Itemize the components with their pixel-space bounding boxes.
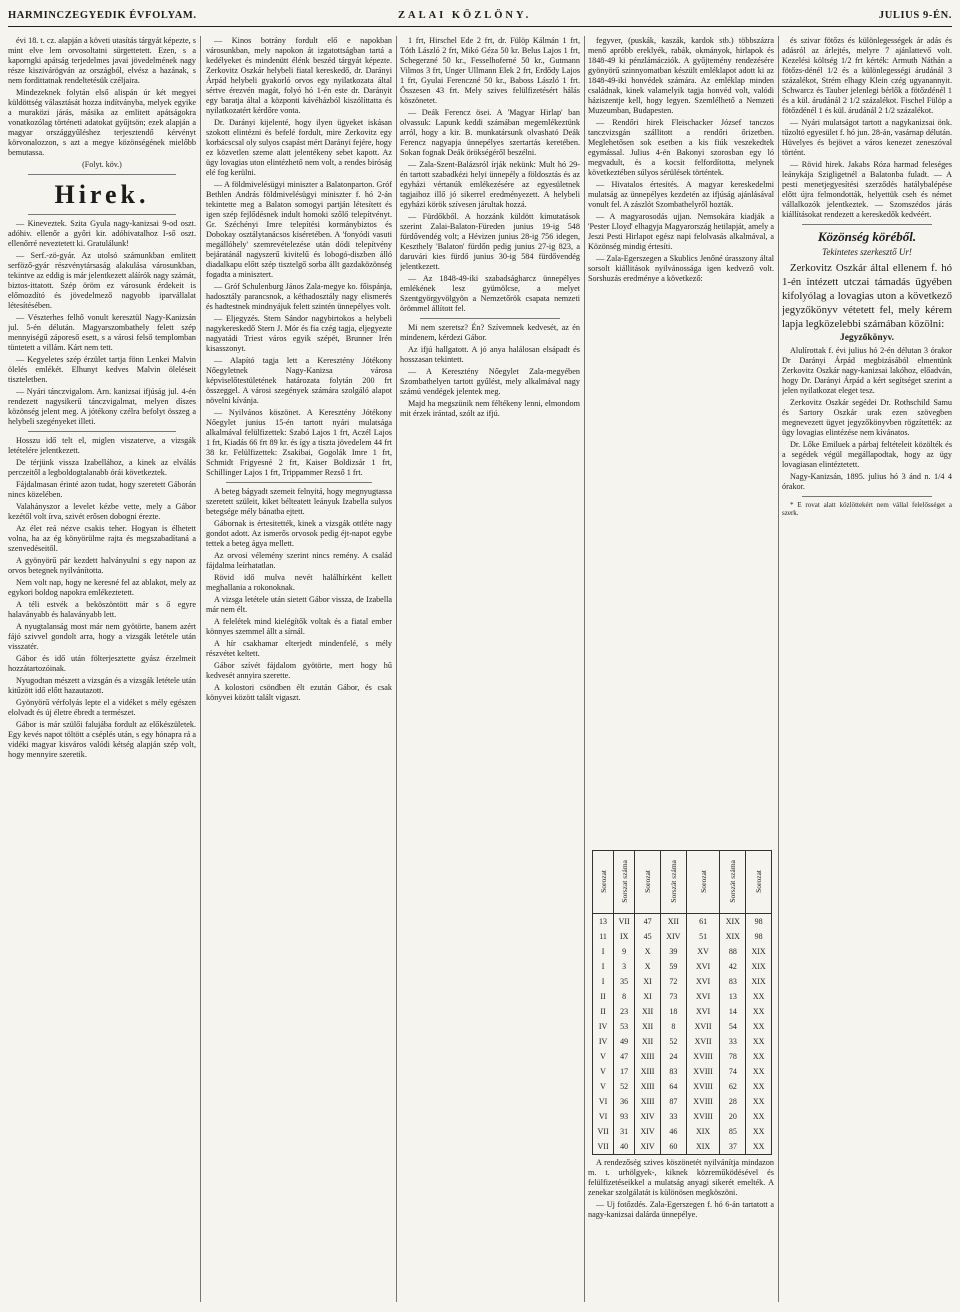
table-cell: XVIII — [686, 1109, 720, 1124]
table-cell: XIV — [660, 929, 686, 944]
table-cell: 24 — [660, 1049, 686, 1064]
news-item: — A magyarosodás ujjan. Nemsokára kiadják a 'Pester Lloyd' elhagyja Magyarország hetilapját, amely a Jeszi Pesti Hirlapot egész napi felolvasás alkalmával, a Közönség mindig értesíti. — [588, 212, 774, 251]
table-cell: 31 — [614, 1124, 635, 1139]
table-cell: XIV — [635, 1109, 661, 1124]
table-cell: XX — [746, 1109, 772, 1124]
news-item: — Serf.-zö-gyár. Az utolsó számunkban emlitett serföző-gyár részvénytársaság alakulása városunkban, tekintve az eddig is már jelentkezett aláírók nagy számát, biztos-ittatott. Szép öröm ez városunk érdekeit is előmozdító és jövedelmező nagyobb iparvállalat létesítésében. — [8, 251, 196, 311]
table-cell: 14 — [720, 1004, 746, 1019]
table-cell: II — [593, 1004, 614, 1019]
table-cell: XX — [746, 1079, 772, 1094]
table-row — [593, 959, 772, 974]
news-item: — Uj fotőzdés. Zala-Egerszegen f. hó 6-án tartatott a nagy-kanizsai dalárda ünnepélye. — [588, 1200, 774, 1219]
table-body — [593, 914, 772, 1155]
table-cell: IV — [593, 1019, 614, 1034]
letter-paragraph: Alulírottak f. évi julius hó 2-én délutan 3 órakor Dr Darányi Árpád megbizásából elmentünk Zerkovitz Oszkár nagy-kanizsai lakóhoz, előadván, hogy Dr. Darányi Árpád a kért segítséget szerint a jelen nyilatkozat eleget tesz. — [782, 345, 952, 395]
table-cell: XVI — [686, 959, 720, 974]
story-paragraph: Gyönyörű vérfolyás lepte el a vidéket s mély egészen elolvadt és új életre ébredt a természet. — [8, 698, 196, 718]
table-cell: XX — [746, 1049, 772, 1064]
table-cell: V — [593, 1064, 614, 1079]
table-header: Sorszat száma — [614, 851, 635, 914]
story-paragraph: Az élet reá nézve csakis teher. Hogyan is élhetett volna, ha az ég könyörülme rajta és megszabadítaná a szenvedéseitől. — [8, 524, 196, 554]
news-item: — Kinos botrány fordult elő e napokban városunkban, mely napokon át izgatottságban tartá a kedélyeket és mindenütt élénk beszéd tárgyát képezte. Zerkovitz Oszkár helybeli fiatal kereskedő, dr. Darányi Árpád helybeli gyakorló orvos egy nyilatkozata által sértve érezvén magát, folyó hó 1-én este dr. Darányit egy baratja által a központi kávéházból kiszólíttatta és nyilatkozatért kérdőre vonta. — [206, 36, 392, 115]
table-cell: 40 — [614, 1139, 635, 1155]
table-cell: 3 — [614, 959, 635, 974]
table-cell: 53 — [614, 1019, 635, 1034]
news-item: — Vészterhes felhő vonult keresztül Nagy-Kanizsán jul. 5-én délután. Magyarszombathely felett szép mennyiségű záporeső esett, s a városi felső templomban tüntetett a villám. Kárt nem tett. — [8, 313, 196, 353]
table-cell: XI — [635, 974, 661, 989]
minutes-heading: Jegyzőkönyv. — [839, 332, 895, 343]
story-paragraph: A kolostori csöndben élt ezután Gábor, és csak könyvei között talált vigaszt. — [206, 683, 392, 702]
table-cell: XIV — [635, 1124, 661, 1139]
issue-date: JULIUS 9-ÉN. — [878, 10, 952, 21]
table-cell: 64 — [660, 1079, 686, 1094]
news-item: — Eljegyzés. Stern Sándor nagybirtokos a helybeli nagykereskedő Stern J. Mór és fia czég tagja, eljegyezte nagyatádi Triest város egyik szépét, Brunner Irén kisasszonyt. — [206, 314, 392, 353]
table-header: Sorozat — [746, 851, 772, 914]
table-row — [593, 1034, 772, 1049]
table-cell: 18 — [660, 1004, 686, 1019]
section-divider — [28, 174, 176, 175]
table-row — [593, 1094, 772, 1109]
story-paragraph: A vizsga letétele után sietett Gábor vissza, de Izabella már nem élt. — [206, 595, 392, 614]
table-cell: XVIII — [686, 1049, 720, 1064]
table-cell: 37 — [720, 1139, 746, 1155]
news-item: — Rendőri hirek Fleischacker József tanczos tanczvizsgán szállitott a rendőri őrizetben. Meglehetősen sok esetben a kis fiúk veszekedtek egymással. Julius 4-én Bakonyi szorosban egy ló megvadult, és a kocsit felfordította, melynek következtében súlyos sérülések történtek. — [588, 118, 774, 177]
table-cell: 8 — [614, 989, 635, 1004]
table-cell: XX — [746, 1019, 772, 1034]
table-row — [593, 944, 772, 959]
story-paragraph: Rövid idő mulva nevét halálhírként kellett meghallania a rokonoknak. — [206, 573, 392, 592]
table-cell: XX — [746, 989, 772, 1004]
table-cell: 33 — [720, 1034, 746, 1049]
table-cell: XIX — [746, 944, 772, 959]
story-paragraph: Gábornak is értesitették, kinek a vizsgák ottléte nagy gondot adott. Az ismerős orvosok pedig éjt-napot egybe tettek a beteg ágya mellett. — [206, 519, 392, 548]
story-paragraph: A nyugtalanság most már nem gyötörte, banem azért fájó szivvel gondolt arra, hogy a vizsgák letétele után visszatér. — [8, 622, 196, 652]
table-cell: 8 — [660, 1019, 686, 1034]
section-divider — [28, 214, 176, 215]
table-cell: V — [593, 1049, 614, 1064]
story-paragraph: Az orvosi vélemény szerint nincs remény. A család fájdalma leírhatatlan. — [206, 551, 392, 570]
table-cell: 59 — [660, 959, 686, 974]
news-item: — Kegyeletes szép érzület tartja fönn Lenkei Malvin ölelés emlékét. Elhunyt kedves Malvin öleléseit tiszteletben. — [8, 355, 196, 385]
table-cell: XV — [686, 944, 720, 959]
story-paragraph: A téli estvék a beköszöntött már s ő egyre halaványabb és halaványabb lett. — [8, 600, 196, 620]
table-cell: 87 — [660, 1094, 686, 1109]
table-cell: XII — [635, 1004, 661, 1019]
table-cell: XIII — [635, 1079, 661, 1094]
table-cell: 78 — [720, 1049, 746, 1064]
footnote: * E rovat alatt közlöttekért nem vállal felelősséget a szerk. — [782, 500, 952, 518]
table-cell: 11 — [593, 929, 614, 944]
story-paragraph: A hír csakhamar elterjedt mindenfelé, s mély részvétet keltett. — [206, 639, 392, 658]
table-cell: XX — [746, 1124, 772, 1139]
table-cell: XII — [635, 1019, 661, 1034]
table-cell: 83 — [660, 1064, 686, 1079]
table-cell: XIX — [720, 914, 746, 930]
table-cell: I — [593, 959, 614, 974]
story-paragraph: Fájdalmasan érinté azon tudat, hogy szeretett Gáborán nincs közelében. — [8, 480, 196, 500]
story-paragraph: Mi nem szeretsz? Én? Szívemnek kedvesét, az én mindenem, kérdezi Gábor. — [400, 323, 580, 342]
table-cell: 54 — [720, 1019, 746, 1034]
news-item: Dr. Darányi kijelenté, hogy ilyen ügyeket iskásan szokott elintézni és befelé fordult, mire Zerkovitz egy korbácscsal oly sulyos csapást mért Darányi fejére, hogy ez közvetlen szeme alatt jelentékeny sebet kapott. Az ügy lovagias uton elintézhető nem volt, a rendes biróság elé fog kerülni. — [206, 118, 392, 177]
table-row — [593, 1004, 772, 1019]
table-cell: X — [635, 944, 661, 959]
table-row — [593, 989, 772, 1004]
table-cell: XIII — [635, 1049, 661, 1064]
table-cell: XIV — [635, 1139, 661, 1155]
table-row — [593, 1019, 772, 1034]
table-cell: 73 — [660, 989, 686, 1004]
table-cell: 39 — [660, 944, 686, 959]
masthead — [8, 8, 952, 27]
story-paragraph: Nyugodtan mészett a vizsgán és a vizsgák letétele után kitűzött idő előtt hazautazott. — [8, 676, 196, 696]
table-cell: 74 — [720, 1064, 746, 1079]
table-header: Sorozat — [593, 851, 614, 914]
table-cell: 49 — [614, 1034, 635, 1049]
table-cell: XVIII — [686, 1079, 720, 1094]
table-cell: XVIII — [686, 1094, 720, 1109]
table-cell: XVI — [686, 974, 720, 989]
lottery-results-table-box — [592, 850, 772, 1150]
table-cell: VII — [593, 1139, 614, 1155]
table-cell: 93 — [614, 1109, 635, 1124]
table-cell: 13 — [593, 914, 614, 930]
table-row — [593, 1139, 772, 1155]
story-paragraph: Gábor és idő után fölterjesztette gyász érzelmeit hozzátartozóinak. — [8, 654, 196, 674]
table-row — [593, 929, 772, 944]
table-cell: XIX — [686, 1139, 720, 1155]
table-cell: 33 — [660, 1109, 686, 1124]
story-paragraph: De térjünk vissza Izabellához, a kinek az elválás perczeitől a legboldogtalanabb órái következtek. — [8, 458, 196, 478]
table-cell: XVIII — [686, 1064, 720, 1079]
table-cell: XX — [746, 1004, 772, 1019]
news-item: 1 frt, Hirschel Ede 2 frt, dr. Fülöp Kálmán 1 frt, Tóth László 2 frt, Mikó Géza 50 kr. Belus Lajos 1 frt, Schegerzné 50 kr., Fesselhoferné 50 kr., Gutmann Vilmos 3 frt, Unger Ullmann Elek 2 frt, Erdődy Lajos 1 frt, Gyulai Ferenczné 50 kr., Baboss László 1 frt. Összesen 43 frt. Mely szives felülfizetésért hálás köszönetet. — [400, 36, 580, 105]
table-cell: XX — [746, 1064, 772, 1079]
table-cell: 98 — [746, 914, 772, 930]
table-cell: 60 — [660, 1139, 686, 1155]
news-item: — A földmivelésügyi miniszter a Balatonparton. Gróf Bethlen András földmivelésügyi miniszter f. hó 2-án tekintette meg a Balaton somogyi partján létesített és igen szép fejlődésnek indult homoki szőlő telepítvényt. Gr. Széchényi Imre telepítési kormánybiztos és Dobokay osztálytanácsos kiséretében. A 'fonyódi vasuti megállóhely' szemrevételezése után dódi telepítvény bejáratánál nagyszerű kivitelű és lobogó-diszben álló diadalkapu előtt szép tisztelgő sorba állt gazdaközönség fogadta a minisztert. — [206, 180, 392, 279]
newspaper-title: ZALAI KÖZLÖNY. — [398, 10, 532, 21]
table-cell: 85 — [720, 1124, 746, 1139]
table-cell: 17 — [614, 1064, 635, 1079]
section-divider — [420, 318, 560, 319]
table-cell: 46 — [660, 1124, 686, 1139]
table-cell: IX — [614, 929, 635, 944]
table-row — [593, 1124, 772, 1139]
table-header: Sorozat — [686, 851, 720, 914]
letter-paragraph: Zerkovitz Oszkár segédei Dr. Rothschild Samu és Sartory Oszkár urak ezen szövegben megnevezett ügyet jegyzőkönyvben rögzítették: az ügy lovagias elintézése nem kívánatos. — [782, 397, 952, 437]
table-row — [593, 914, 772, 930]
table-cell: 47 — [635, 914, 661, 930]
table-cell: XIX — [746, 974, 772, 989]
letter-body — [782, 261, 952, 331]
story-paragraph: A felelétek mind kielégítők voltak és a fiatal ember könnyes szemmel állt a sírnál. — [206, 617, 392, 636]
column-divider — [396, 36, 397, 1302]
table-cell: I — [593, 944, 614, 959]
table-row — [593, 1049, 772, 1064]
table-cell: XX — [746, 1139, 772, 1155]
news-item: fegyver, (puskák, kaszák, kardok stb.) többszázra menő apróbb ereklyék, rabák, okmányok, hirlapok és 1848-49 ki pénzlámácziók. A gyűjtemény rendezésére gyönyörű szinnyomatban készült emléklapot adott ki az 1848-49-iki honvédek számára. Az emléklap minden családnak, kinek valamelyik tagja honvéd volt, valódi háziszentje kell, hogy legyen. Szemlélhető a Nemzeti Muzeumban, Budapesten. — [588, 36, 774, 115]
column-5 — [782, 36, 952, 1302]
table-row — [593, 1064, 772, 1079]
column-divider — [200, 36, 201, 1302]
article-paragraph: Mindezeknek folytán első alispán úr két megyei küldöttség választását hozza indítványba, melyek egyike a muraközi járás, másika az emlitett apátságokra vonatkozólag történeti adatokat gyűjtsön; ezek alapján a magyar országgyűléshez terjesztendő kérvényt körvonalozzon, s azt a megye közönségének mielőbb bemutassa. — [8, 88, 196, 157]
table-cell: X — [635, 959, 661, 974]
column-1 — [8, 36, 196, 1302]
column-4-bottom — [588, 1158, 774, 1302]
table-cell: XII — [660, 914, 686, 930]
news-item: — Gróf Schulenburg János Zala-megye ko. főispánja, hadosztály parancsnok, a kéthadosztály nagy elismerés és hadtestnek mindnyájuk felett szintén ünnepélyes volt. — [206, 282, 392, 311]
table-cell: II — [593, 989, 614, 1004]
news-item: — Fürdőkből. A hozzánk küldött kimutatások szerint Zalai-Balaton-Füreden junius 19-ig 548 fürdővendég volt; a Hévizen junius 28-ig 756 idegen, Keszthely 'Balaton' fürdőn pedig junius 27-ig 823, a daruvári kies fürdő junius 30-ig 584 fürdővendég jelentkezett. — [400, 212, 580, 271]
table-cell: 28 — [720, 1094, 746, 1109]
story-paragraph: Gábor is már szülői falujába fordult az előkészületek. Egy kevés napot töltött a cséplés után, s egy hónapra rá a vidéki magyar kisváros valódi kétség alapján szép volt, hogy mennyire szeretik. — [8, 720, 196, 760]
letter-paragraph: Nagy-Kanizsán, 1895. julius hó 3 ánd n. 1/4 4 órakor. — [782, 471, 952, 491]
news-item: — Kineveztek. Szita Gyula nagy-kanizsai 9-od oszt. adóhiv. ellenőr a győri kir. adóhivatalhoz I-ső oszt. ellenőrré neveztetett ki. Gratulálunk! — [8, 219, 196, 249]
table-cell: 13 — [720, 989, 746, 1004]
table-cell: 45 — [635, 929, 661, 944]
table-cell: IV — [593, 1034, 614, 1049]
section-divider — [226, 482, 372, 483]
table-cell: XIX — [686, 1124, 720, 1139]
table-cell: 88 — [720, 944, 746, 959]
letter-paragraph: Dr. Lőke Emiluek a párbaj feltételeit közölték és a segédek végül megállapodtak, hogy az ügy lovagiasan elintéztetett. — [782, 439, 952, 469]
volume-label: HARMINCZEGYEDIK ÉVFOLYAM. — [8, 10, 197, 21]
story-paragraph: Gábor szívét fájdalom gyötörte, mert hogy hű kedvesét annyira szerette. — [206, 661, 392, 680]
news-section-heading: Hirek. — [54, 179, 150, 209]
story-paragraph: Valahányszor a levelet kézbe vette, mely a Gábor kezétől volt írva, szivét erősen dobogni érezte. — [8, 502, 196, 522]
table-cell: 72 — [660, 974, 686, 989]
table-cell: 36 — [614, 1094, 635, 1109]
table-header: Sorozat — [635, 851, 661, 914]
table-header: Sorszát száma — [720, 851, 746, 914]
news-item: — Nyári tánczvigalom. Arn. kanizsai ifjúság jul. 4-én rendezett nagysikerű tánczvigalmat, melyen díszes közönség jelent meg. A jótékony czélra befolyt összeg a helybeli szegényeket illeti. — [8, 387, 196, 427]
table-cell: 42 — [720, 959, 746, 974]
table-cell: 51 — [686, 929, 720, 944]
table-cell: 23 — [614, 1004, 635, 1019]
table-cell: VII — [614, 914, 635, 930]
public-section-title: Közönség köréből. — [817, 229, 917, 244]
news-item: A rendezőség szives köszönetét nyilvánítja mindazon m. t. urhölgyek-, kiknek közreműködésével és felülfizetéseikkel a mulatság anyagi sikerét emelték. A zenekar szolgálatát is különösen megköszöni. — [588, 1158, 774, 1197]
news-item: — Az 1848-49-iki szabadságharcz ünnepélyes emlékének lesz gyümölcse, a melyet Szentgyörgyvölgyön a Nemzetőrök csapata nemzeti örömmel állított fel. — [400, 274, 580, 313]
table-cell: 20 — [720, 1109, 746, 1124]
news-item: — Alapító tagja lett a Keresztény Jótékony Nőegyletnek Nagy-Kanizsa városa képviselőtestületének határozata folytán 200 frt összeggel. A városi szegények számára szolgáló alapot növelni kívánja. — [206, 356, 392, 405]
table-cell: V — [593, 1079, 614, 1094]
source-note: (Folyt. köv.) — [82, 160, 122, 169]
letter-salutation: Tekintetes szerkesztő Ur! — [822, 246, 912, 257]
section-divider — [28, 431, 176, 432]
table-cell: VI — [593, 1094, 614, 1109]
table-cell: VII — [593, 1124, 614, 1139]
news-item: — Deák Ferencz ösei. A 'Magyar Hirlap' ban olvassuk: Lapunk keddi számában megemlékeztünk arról, hogy a kir. B. munkatársunk olvasható Deák Ferencz nagyapja ünnepélyes szertartás keretében. Sokan fognak Deák örökségéről beszélni. — [400, 108, 580, 157]
table-cell: XIII — [635, 1064, 661, 1079]
news-item: — Rövid hirek. Jakabs Róza harmad feleséges leánykája Szigligetnél a Balatonba fuladt. — A pesti menetjegyesítési szerződés hatálybalépése előtt újra felmondották, helyettük cseh és német vállalkozók jelentkeztek. — Szomszédos járás kiállításokat rendezett a kereskedők kedvéért. — [782, 160, 952, 219]
table-cell: XII — [635, 1034, 661, 1049]
article-paragraph: évi 18. t. cz. alapján a követi utasítás tárgyát képezte, s mint elve lem orvosoltatni sürgettetett. Ezen, s a kaporngki apátság terjedelmes javai jövedelmének nagy része kiszivárögván az országból, elvész a hazának, s nem fordittatnak rendeltetésük czéljaira. — [8, 36, 196, 85]
table-cell: XVII — [686, 1019, 720, 1034]
table-cell: 35 — [614, 974, 635, 989]
column-divider — [778, 36, 779, 1302]
table-cell: 61 — [686, 914, 720, 930]
table-cell: XX — [746, 1034, 772, 1049]
column-3 — [400, 36, 580, 1302]
news-item: és szivar fötőzs és különlegességek ár adás és adásról az árlejtés, melyre 7 ajánlattevő volt. Kezelési költség 1/2 frt kérték: Armuth Náthán a fötőzs-dénél 1/2 és a különlegességi árudánál 3 százalékot, Strém elhagy Klein czég ugyanannyit. Schwarcz és Tauber jelenlegi bérlők a fötőzdénél 1 és a kül. árudánál 2 1/2 százalékot. Fischel Fülöp a fötőzdénél 1 és kül. árudánál 2 1/2 százalékot. — [782, 36, 952, 115]
story-paragraph: A gyönyörű pár kezdett halványulni s egy napon az orvos betegnek nyilvánította. — [8, 556, 196, 576]
table-cell: XIX — [746, 959, 772, 974]
story-paragraph: — A Keresztény Nőegylet Zala-megyében Szombathelyen tartott gyűlést, mely alkalmával nagy számú vendégek jelentek meg. — [400, 367, 580, 396]
lottery-results-table — [592, 850, 772, 1155]
table-cell: XVII — [686, 1034, 720, 1049]
table-row — [593, 1109, 772, 1124]
table-cell: VI — [593, 1109, 614, 1124]
table-cell: XVI — [686, 989, 720, 1004]
news-item: — Nyilvános köszönet. A Keresztény Jótékony Nőegylet junius 15-én tartott nyári mulatsága alkalmával felülfizettek: Szabó Lajos 1 frt, Aczél Lajos 1 frt, Kiadás 66 frt 89 kr. és így a tiszta jövedelem 44 frt 38 kr. Felülfizettek: Zsakibai, Gogolák Imre 1 frt, Schmidt Frigyesné 2 frt, Kaiser Boldizsár 1 frt, Schillinger Lajos 1 frt, Trippammer Rezső 1 frt. — [206, 408, 392, 477]
table-cell: 83 — [720, 974, 746, 989]
story-paragraph: A beteg bágyadt szemeit felnyitá, hogy megnyugtassa szeretett szüleit, kiket bélteatett leányuk Izabella sulyos betegsége mély bánatba ejtett. — [206, 487, 392, 516]
table-cell: XI — [635, 989, 661, 1004]
table-cell: 47 — [614, 1049, 635, 1064]
letter-paragraph: Zerkovitz Oszkár által ellenem f. hó 1-én intézett utczai támadás ügyében kifolyólag a lovagias uton a következő jegyzőkönyv vétetett fel, mely kérem lapja legközelebbi számában közölni: — [782, 261, 952, 330]
table-cell: XIII — [635, 1094, 661, 1109]
section-divider — [802, 496, 932, 497]
table-header: Sorszát száma — [660, 851, 686, 914]
news-item: — Zala-Szent-Balázsról írják nekünk: Mult hó 29-én tartott szabadkézi helyi ünnepély a földosztás és az egyházi vértanúk emlékezésére az egyesületnek tagjaihoz illő jó sikerrel eredményezett. A helybeli egyházi körök szívesen járultak hozzá. — [400, 160, 580, 209]
column-2 — [206, 36, 392, 1302]
table-cell: XX — [746, 1094, 772, 1109]
story-paragraph: Hosszu idő telt el, miglen viszaterve, a vizsgák letételére jelentkezett. — [8, 436, 196, 456]
table-cell: I — [593, 974, 614, 989]
table-row — [593, 1079, 772, 1094]
table-cell: 98 — [746, 929, 772, 944]
table-cell: 9 — [614, 944, 635, 959]
table-cell: 52 — [614, 1079, 635, 1094]
news-item: — Nyári mulatságot tartott a nagykanizsai önk. tűzoltó egyesület f. hó jun. 28-án, vasárnap délután. Hüvelyes és bejövet a város kenezet zeneszóval történt. — [782, 118, 952, 157]
story-paragraph: Nem volt nap, hogy ne keresné fel az ablakot, mely az egykori boldog napokra emlékeztetett. — [8, 578, 196, 598]
section-divider — [802, 224, 932, 225]
news-item: — Zala-Egerszegen a Skublics Jenőné úrasszony által sorsolt kiállitások nyilvánossága igen kedvező volt. Sorshuzás eredménye a következő: — [588, 254, 774, 283]
table-cell: 62 — [720, 1079, 746, 1094]
story-paragraph: Az ifjú hallgatott. A jó anya halálosan elsápadt és hosszasan tekintett. — [400, 345, 580, 364]
news-item: — Hivatalos értesités. A magyar kereskedelmi mulatság az ünnepélyes kezdetén az ifjúság ajánlásával vonult fel. A zászlót Szombathelyről hozták. — [588, 180, 774, 209]
table-cell: XIX — [720, 929, 746, 944]
story-paragraph: Majd ha megszünik nem féltékeny lenni, elmondom mit érzek irántad, szólt az ifjú. — [400, 399, 580, 418]
table-cell: XVI — [686, 1004, 720, 1019]
table-cell: 52 — [660, 1034, 686, 1049]
table-row — [593, 974, 772, 989]
column-divider — [584, 36, 585, 1302]
